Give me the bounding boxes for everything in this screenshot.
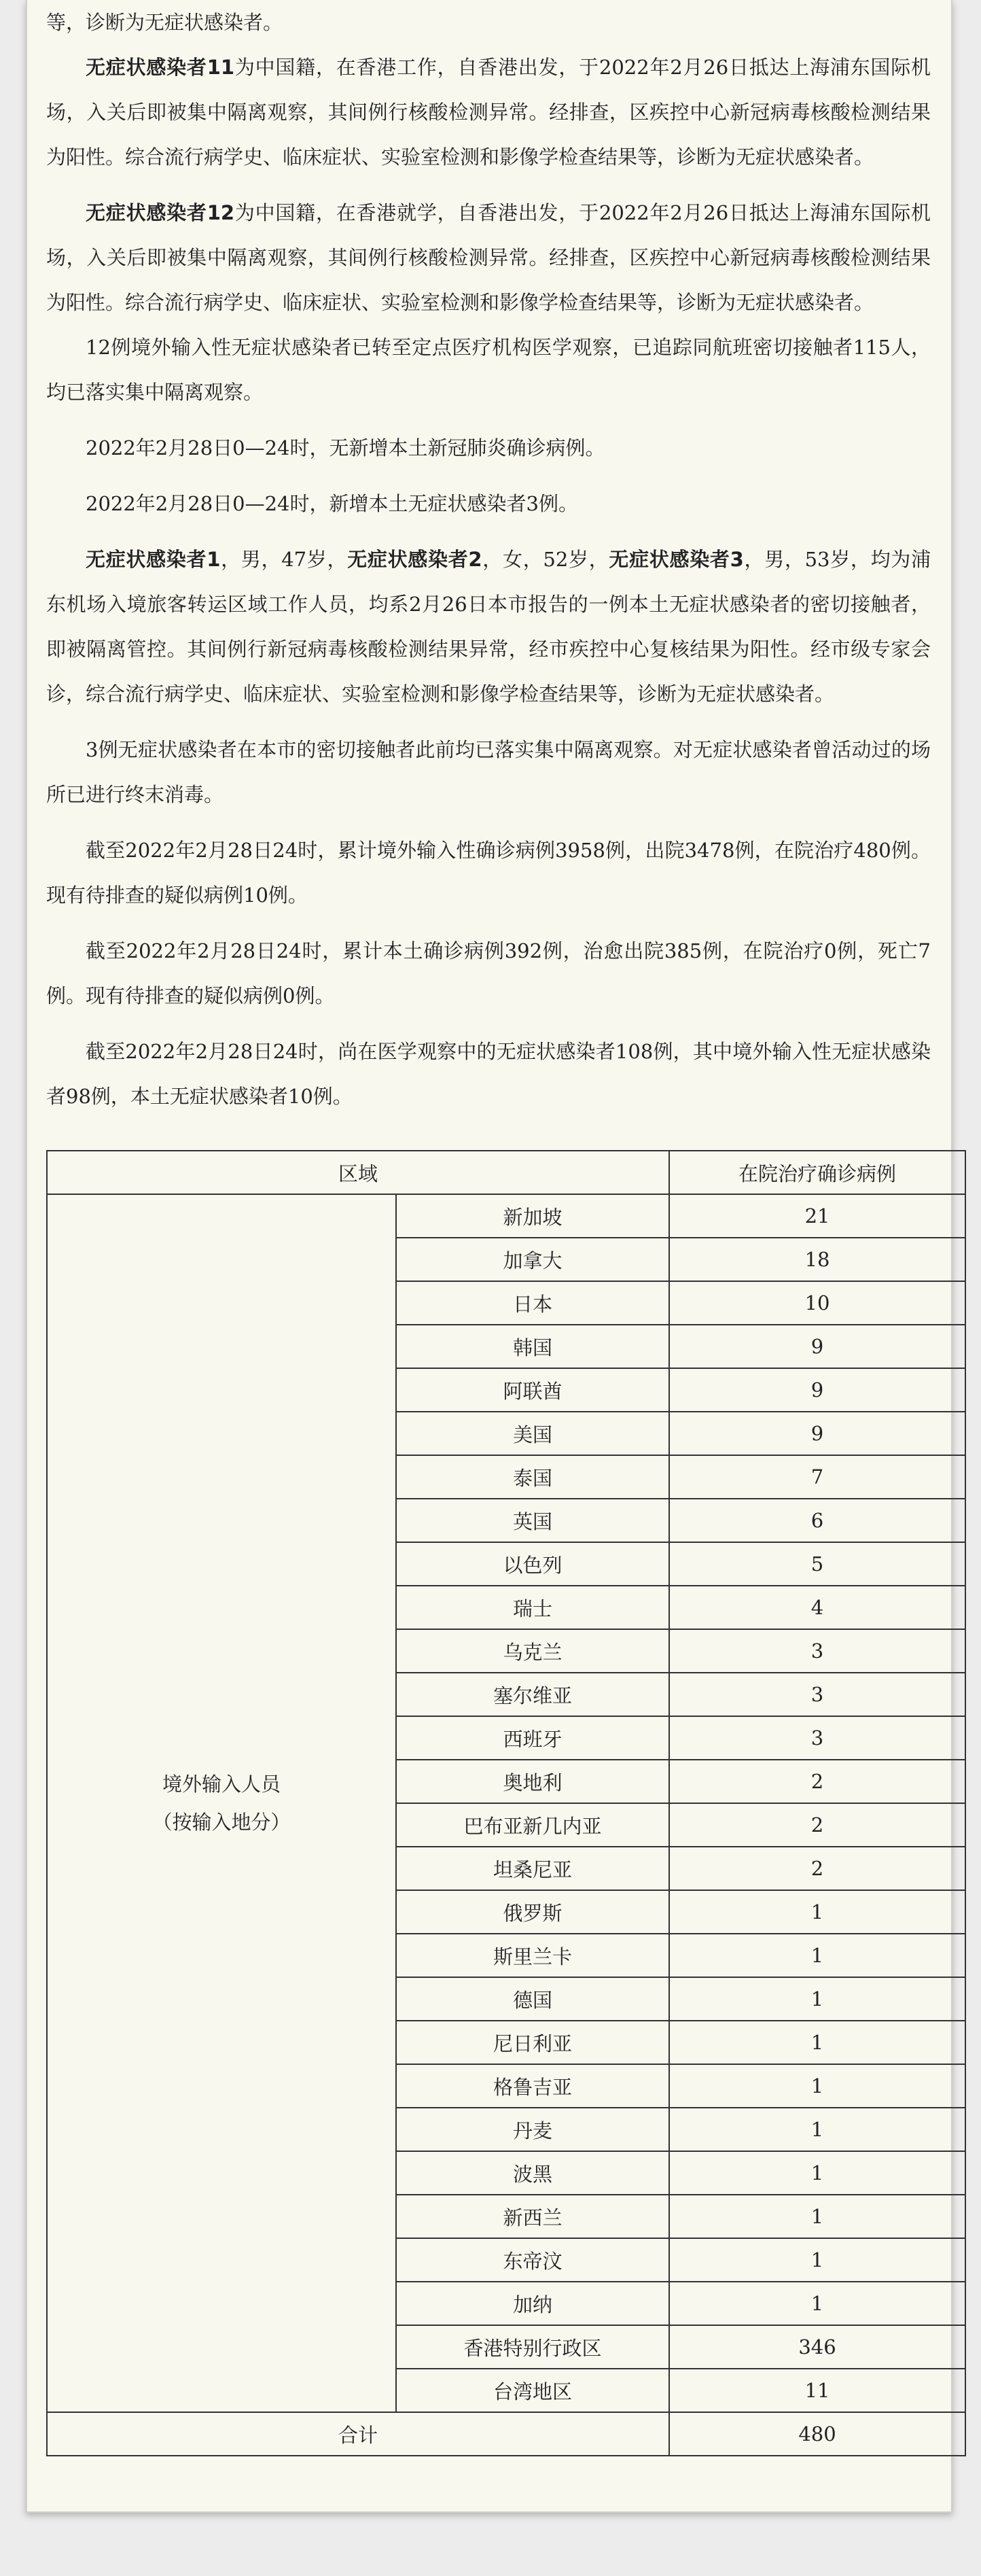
case-count: 9 xyxy=(669,1368,965,1412)
group-sublabel: （按输入地分） xyxy=(152,1811,291,1834)
case-count: 1 xyxy=(669,1934,965,1977)
article-body xyxy=(46,0,931,1119)
case-count: 7 xyxy=(669,1455,965,1499)
case-count: 2 xyxy=(669,1760,965,1803)
region-name: 格鲁吉亚 xyxy=(396,2064,669,2108)
total-label: 合计 xyxy=(47,2412,669,2456)
case-count: 1 xyxy=(669,2195,965,2238)
region-name: 美国 xyxy=(396,1412,669,1455)
region-name: 巴布亚新几内亚 xyxy=(396,1803,669,1847)
paragraph: 3例无症状感染者在本市的密切接触者此前均已落实集中隔离观察。对无症状感染者曾活动过的场所已进行终末消毒。 xyxy=(46,738,931,806)
header-count: 在院治疗确诊病例 xyxy=(669,1151,965,1194)
paragraph: 12例境外输入性无症状感染者已转至定点医疗机构医学观察，已追踪同航班密切接触者115人，均已落实集中隔离观察。 xyxy=(46,336,931,404)
region-name: 坦桑尼亚 xyxy=(396,1847,669,1890)
region-name: 俄罗斯 xyxy=(396,1890,669,1934)
case-count: 1 xyxy=(669,1977,965,2021)
case-count: 2 xyxy=(669,1847,965,1890)
case-count: 10 xyxy=(669,1281,965,1325)
case-count: 1 xyxy=(669,2238,965,2282)
case-count: 1 xyxy=(669,2064,965,2108)
paragraph: 2022年2月28日0—24时，新增本土无症状感染者3例。 xyxy=(86,492,578,515)
region-name: 泰国 xyxy=(396,1455,669,1499)
header-region: 区域 xyxy=(47,1151,669,1194)
case-label: 无症状感染者2 xyxy=(347,548,482,571)
case-label: 无症状感染者3 xyxy=(609,548,744,571)
case-count: 9 xyxy=(669,1325,965,1368)
region-name: 以色列 xyxy=(396,1542,669,1586)
region-name: 阿联酋 xyxy=(396,1368,669,1412)
region-name: 德国 xyxy=(396,1977,669,2021)
group-label: 境外输入人员 xyxy=(162,1773,281,1796)
case-count: 1 xyxy=(669,1890,965,1934)
region-name: 丹麦 xyxy=(396,2108,669,2151)
region-name: 日本 xyxy=(396,1281,669,1325)
region-name: 东帝汶 xyxy=(396,2238,669,2282)
paragraph: 无症状感染者12为中国籍，在香港就学，自香港出发，于2022年2月26日抵达上海浦东国际机场，入关后即被集中隔离观察，其间例行核酸检测异常。经排查，区疾控中心新冠病毒核酸检测结果为阳性。综合流行病学史、临床症状、实验室检测和影像学检查结果等，诊断为无症状感染者。 xyxy=(46,201,931,314)
case-count: 3 xyxy=(669,1716,965,1760)
paragraph: 2022年2月28日0—24时，无新增本土新冠肺炎确诊病例。 xyxy=(86,436,605,459)
case-count: 18 xyxy=(669,1238,965,1281)
region-name: 加纳 xyxy=(396,2282,669,2325)
region-name: 台湾地区 xyxy=(396,2369,669,2412)
case-count: 2 xyxy=(669,1803,965,1847)
case-count: 5 xyxy=(669,1542,965,1586)
case-label: 无症状感染者11 xyxy=(86,56,235,79)
article-page xyxy=(26,0,952,2513)
paragraph: 截至2022年2月28日24时，累计本土确诊病例392例，治愈出院385例，在院治疗0例，死亡7例。现有待排查的疑似病例0例。 xyxy=(46,939,931,1007)
case-count: 21 xyxy=(669,1194,965,1238)
region-name: 尼日利亚 xyxy=(396,2021,669,2064)
table-header-row xyxy=(47,1151,965,1194)
region-name: 波黑 xyxy=(396,2151,669,2195)
region-name: 瑞士 xyxy=(396,1586,669,1629)
paragraph: 无症状感染者1，男，47岁，无症状感染者2，女，52岁，无症状感染者3，男，53岁，均为浦东机场入境旅客转运区域工作人员，均系2月26日本市报告的一例本土无症状感染者的密切接触者，即被隔离管控。其间例行新冠病毒核酸检测结果异常，经市疾控中心复核结果为阳性。经市级专家会诊，综合流行病学史、临床症状、实验室检测和影像学检查结果等，诊断为无症状感染者。 xyxy=(46,548,931,706)
table-body xyxy=(47,1194,965,2412)
case-count: 9 xyxy=(669,1412,965,1455)
total-count: 480 xyxy=(669,2412,965,2456)
case-count: 11 xyxy=(669,2369,965,2412)
table-total-row xyxy=(47,2412,965,2456)
table-row xyxy=(47,1194,965,1238)
case-count: 1 xyxy=(669,2282,965,2325)
region-name: 奥地利 xyxy=(396,1760,669,1803)
region-name: 加拿大 xyxy=(396,1238,669,1281)
region-case-table xyxy=(46,1150,966,2456)
region-name: 韩国 xyxy=(396,1325,669,1368)
region-name: 西班牙 xyxy=(396,1716,669,1760)
case-count: 6 xyxy=(669,1499,965,1542)
case-count: 4 xyxy=(669,1586,965,1629)
case-count: 3 xyxy=(669,1629,965,1673)
case-count: 346 xyxy=(669,2325,965,2369)
group-cell xyxy=(47,1194,396,2412)
paragraph: 无症状感染者11为中国籍，在香港工作，自香港出发，于2022年2月26日抵达上海浦东国际机场，入关后即被集中隔离观察，其间例行核酸检测异常。经排查，区疾控中心新冠病毒核酸检测结果为阳性。综合流行病学史、临床症状、实验室检测和影像学检查结果等，诊断为无症状感染者。 xyxy=(46,56,931,169)
paragraph: 截至2022年2月28日24时，累计境外输入性确诊病例3958例，出院3478例，在院治疗480例。现有待排查的疑似病例10例。 xyxy=(46,839,931,907)
case-count: 3 xyxy=(669,1673,965,1716)
case-count: 1 xyxy=(669,2108,965,2151)
case-count: 1 xyxy=(669,2151,965,2195)
region-name: 斯里兰卡 xyxy=(396,1934,669,1977)
case-count: 1 xyxy=(669,2021,965,2064)
paragraph: 等，诊断为无症状感染者。 xyxy=(46,11,283,34)
region-name: 新加坡 xyxy=(396,1194,669,1238)
region-name: 英国 xyxy=(396,1499,669,1542)
region-name: 乌克兰 xyxy=(396,1629,669,1673)
paragraph: 截至2022年2月28日24时，尚在医学观察中的无症状感染者108例，其中境外输入性无症状感染者98例，本土无症状感染者10例。 xyxy=(46,1040,931,1108)
region-name: 塞尔维亚 xyxy=(396,1673,669,1716)
region-name: 新西兰 xyxy=(396,2195,669,2238)
case-label: 无症状感染者12 xyxy=(86,201,235,224)
region-name: 香港特别行政区 xyxy=(396,2325,669,2369)
case-label: 无症状感染者1 xyxy=(86,548,221,571)
